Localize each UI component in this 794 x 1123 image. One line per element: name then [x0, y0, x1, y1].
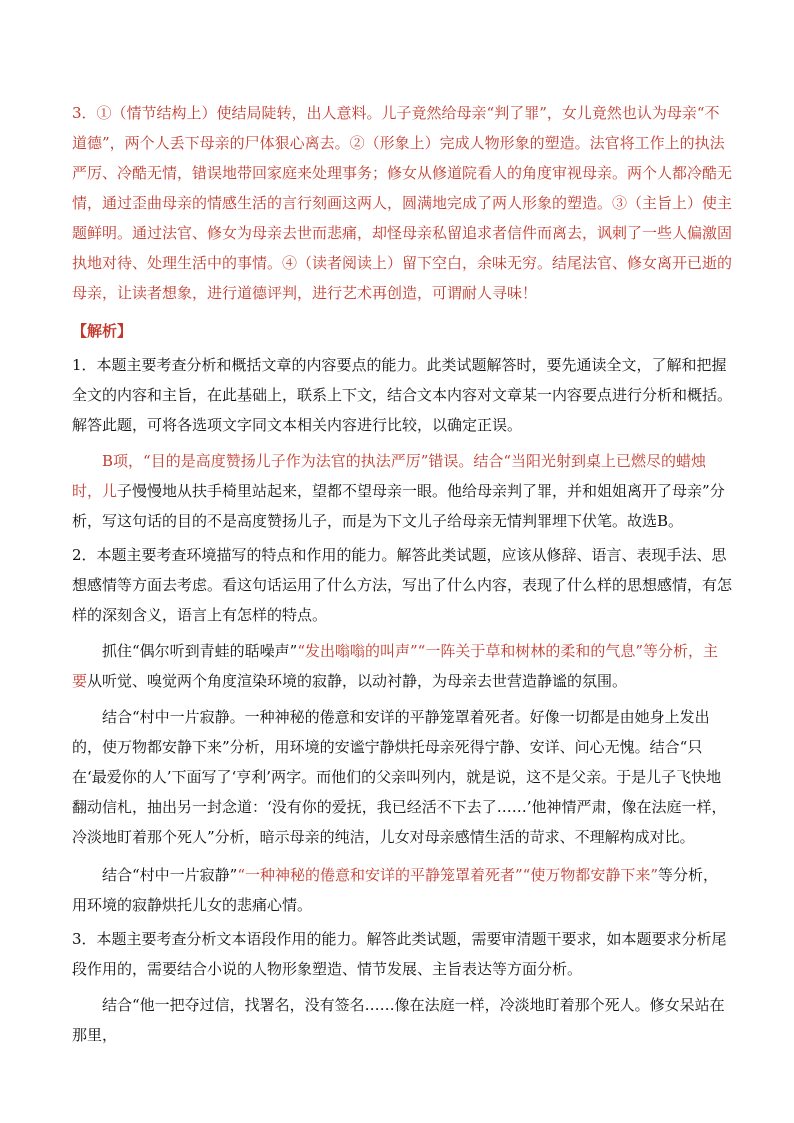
analysis-q2-p1-red: “发出嗡嗡的叫声”“一阵关于草和树林的柔和的气息”等分析，主要: [72, 642, 719, 690]
analysis-q2-p1-lead: 抓住“偶尔听到青蛙的聒噪声”: [102, 642, 298, 660]
analysis-q2-paragraph-1: [72, 636, 732, 696]
analysis-q1-intro: 1．本题主要考查分析和概括文章的内容要点的能力。此类试题解答时，要先通读全文，了解和把握全文的内容和主旨，在此基础上，联系上下文，结合文本内容对文章某一内容要点进行分析和概括。解答此题，可将各选项文字同文本相关内容进行比较，以确定正误。: [72, 356, 733, 434]
analysis-q3-intro: 3．本题主要考查分析文本语段作用的能力。解答此类试题，需要审清题干要求，如本题要求分析尾段作用的，需要结合小说的人物形象塑造、情节发展、主旨表达等方面分析。: [72, 930, 727, 978]
analysis-q2-p3-rest: 环境的寂静烘托儿女的悲痛心情。: [87, 896, 313, 914]
analysis-q1-option-b: [72, 446, 732, 536]
analysis-q1-rest-text: 子慢慢地从扶手椅里站起来，望都不望母亲一眼。他给母亲判了罪，并和姐姐离开了母亲”分析，写这句话的目的不是高度赞扬儿子，而是为下文儿子给母亲无情判罪埋下伏笔。故选B。: [72, 482, 725, 530]
analysis-q2-intro: 2．本题主要考查环境描写的特点和作用的能力。解答此类试题，应该从修辞、语言、表现手法、思想感情等方面去考虑。看这句话运用了什么方法，写出了什么内容，表现了什么样的思想感情，有怎样的深刻含义，语言上有怎样的特点。: [72, 546, 733, 624]
analysis-q2-paragraph-3: [72, 860, 732, 920]
analysis-q3-paragraph-1: 结合“他一把夺过信，找署名，没有签名……像在法庭一样，冷淡地盯着那个死人。修女呆站在那里，: [72, 996, 725, 1044]
analysis-heading: 【解析】: [72, 322, 133, 340]
analysis-q2-p3-red: “一种神秘的倦意和安详的平静笼罩着死者”“使万物都安静下来”: [237, 866, 659, 884]
analysis-q2-p1-rest: 从听觉、嗅觉两个角度渲染环境的寂静，以动衬静，为母亲去世营造静谧的氛围。: [87, 672, 628, 690]
analysis-q2-paragraph-2: 结合“村中一片寂静。一种神秘的倦意和安详的平静笼罩着死者。好像一切都是由她身上发出的，使万物都安静下来”分析，用环境的安谧宁静烘托母亲死得宁静、安详、问心无愧。结合“只在‘最爱你的人’下面写了‘亨利’两字。而他们的父亲叫列内，就是说，这不是父亲。于是儿子飞快地翻动信札，抽出另一封念道：‘没有你的爱抚，我已经活不下去了……’他神情严肃，像在法庭一样，冷淡地盯着那个死人”分析，暗示母亲的纯洁，儿女对母亲感情生活的苛求、不理解构成对比。: [72, 708, 727, 846]
answer-3-paragraph: 3．①（情节结构上）使结局陡转，出人意料。儿子竟然给母亲“判了罪”，女儿竟然也认为母亲“不道德”，两个人丢下母亲的尸体狠心离去。②（形象上）完成人物形象的塑造。法官将工作上的执法严厉、冷酷无情，错误地带回家庭来处理事务；修女从修道院看人的角度审视母亲。两个人都冷酷无情，通过歪曲母亲的情感生活的言行刻画这两人，圆满地完成了两人形象的塑造。③（主旨上）使主题鲜明。通过法官、修女为母亲去世而悲痛，却怪母亲私留追求者信件而离去，讽刺了一些人偏激固执地对待、处理生活中的事情。④（读者阅读上）留下空白，余味无穷。结尾法官、修女离开已逝的母亲，让读者想象，进行道德评判，进行艺术再创造，可谓耐人寻味！: [72, 104, 733, 302]
analysis-q2-p3-lead: 结合“村中一片寂静”: [102, 866, 238, 884]
analysis-q2-p3-tail: 等分析，用: [72, 866, 719, 914]
analysis-q1-red-text: B项，“目的是高度赞扬儿子作为法官的执法严厉”错误。结合“当阳光射到桌上已燃尽的蜡烛时，儿: [72, 452, 707, 500]
